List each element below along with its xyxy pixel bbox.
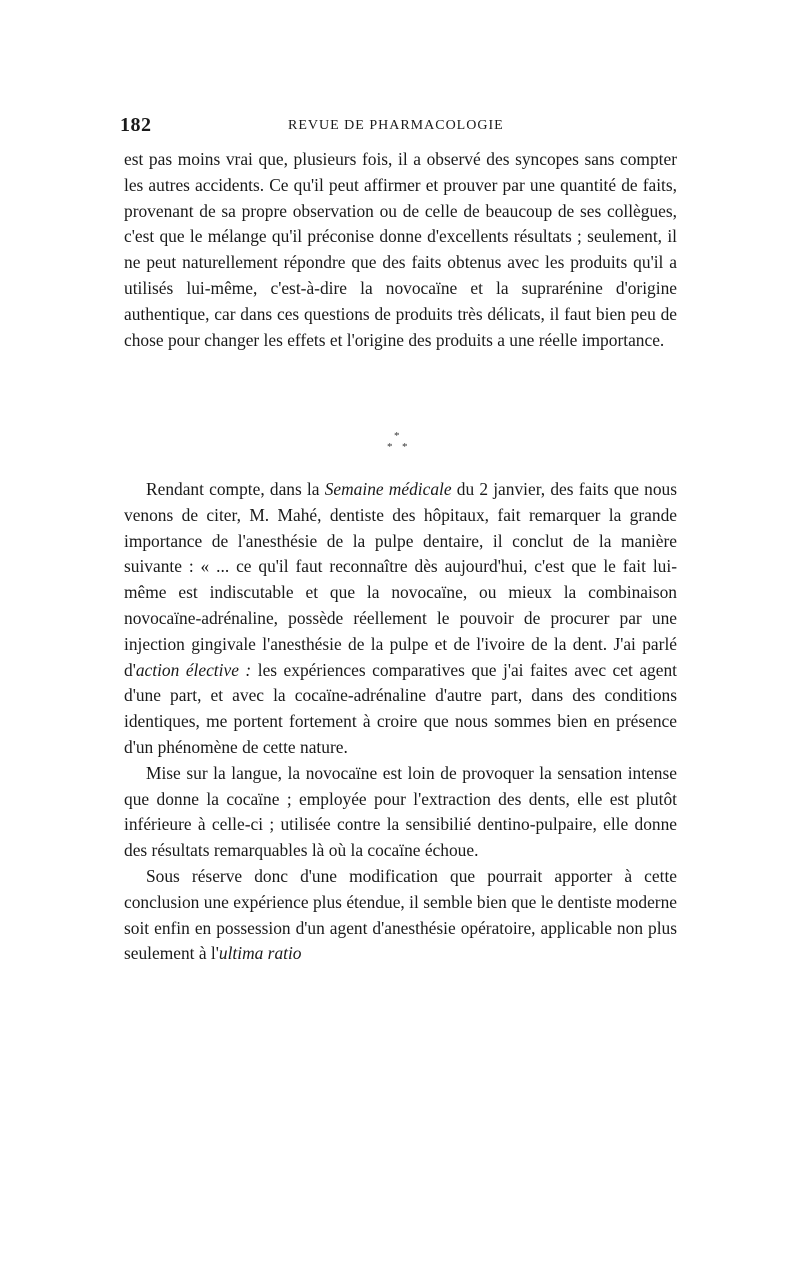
paragraph-sous-reserve — [124, 864, 677, 967]
running-title: REVUE DE PHARMACOLOGIE — [288, 118, 504, 133]
asterisk-icon: * — [387, 441, 393, 453]
text-run: Rendant compte, dans la — [146, 479, 325, 499]
paragraph-rendant-compte — [124, 477, 677, 761]
paragraph-continuation: est pas moins vrai que, plusieurs fois, il a observé des syncopes sans compter les autres accidents. Ce qu'il peut affirmer et prouver par une quantité de faits, provenant de sa propre observation ou de celle de beaucoup de ses collègues, c'est que le mélange qu'il préconise donne d'excellents résultats ; seulement, il ne peut naturellement répondre que des faits obtenus avec les produits qu'il a utilisés lui-même, c'est-à-dire la novocaïne et la suprarénine d'origine authentique, car dans ces questions de produits très délicats, il faut bien peu de chose pour changer les effets et l'origine des produits a une réelle importance. — [124, 149, 677, 350]
text-run: les expériences comparatives que j'ai faites avec cet agent d'une part, et avec la cocaïne-adrénaline d'autre part, dans des conditions identiques, me portent fortement à croire que nous sommes bien en présence d'un phénomène de cette nature. — [124, 659, 677, 757]
page-number: 182 — [120, 114, 152, 136]
text-run: Sous réserve donc d'une modification que pourrait apporter à cette conclusion une expérience plus étendue, il semble bien que le dentiste moderne soit enfin en possession d'un agent d'anesthésie opératoire, applicable non plus seulement à l' — [124, 865, 677, 964]
term-italic: action élective : — [135, 659, 252, 680]
latin-phrase-italic: ultima ratio — [218, 943, 302, 964]
journal-title-italic: Semaine médicale — [324, 479, 452, 499]
section-separator-asterism — [385, 430, 415, 462]
page-header — [120, 114, 680, 138]
text-run: du 2 janvier, des faits que nous venons de citer, M. Mahé, dentiste des hôpitaux, fait remarquer la grande importance de l'anesthésie de la pulpe dentaire, il conclut de la manière suivante : « ... ce qu'il faut reconnaître dès aujourd'hui, c'est que le fait lui-même est indiscutable et que la novocaïne, ou mieux la combinaison novocaïne-adrénaline, possède réellement le pouvoir de procurer par une injection gingivale l'anesthésie de la pulpe et de l'ivoire de la dent. J'ai parlé d' — [124, 479, 677, 680]
paragraph-mise-sur-la-langue: Mise sur la langue, la novocaïne est loin de provoquer la sensation intense que donne la cocaïne ; employée pour l'extraction des dents, elle est plutôt inférieure à celle-ci ; utilisée contre la sensibilié dentino-pulpaire, elle donne des résultats remarquables là où la cocaïne échoue. — [124, 762, 677, 861]
text-block-top — [124, 147, 677, 353]
text-block-main — [124, 477, 677, 967]
asterisk-icon: * — [402, 441, 408, 453]
asterisk-icon: * — [394, 430, 400, 442]
